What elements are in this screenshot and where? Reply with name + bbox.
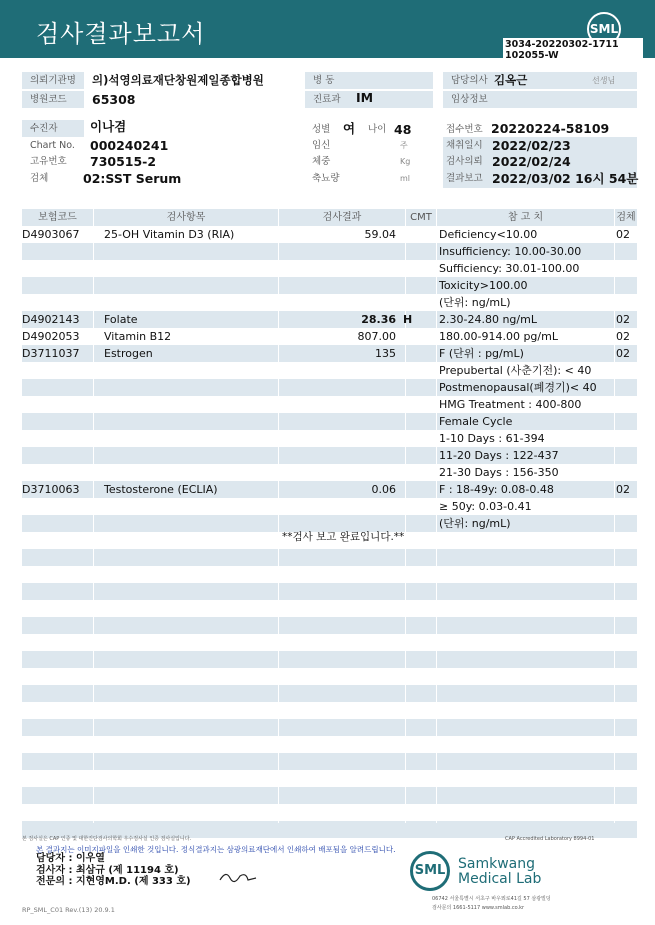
- report-complete: **검사 보고 완료입니다.**: [282, 531, 405, 543]
- cap-accreditation: CAP Accredited Laboratory 8994-01: [505, 836, 595, 842]
- institution-value: 의)석영의료재단창원제일종합병원: [92, 73, 264, 87]
- test-item: Vitamin B12: [104, 330, 172, 343]
- reference-value: 21-30 Days : 156-350: [439, 466, 559, 479]
- reference-value: 11-20 Days : 122-437: [439, 449, 559, 462]
- lab-contact: 검사문의 1661-5117 www.smlab.co.kr: [432, 905, 525, 911]
- test-item: 25-OH Vitamin D3 (RIA): [104, 228, 235, 241]
- samkwang-logo-icon: SML: [410, 851, 450, 891]
- request-value: 2022/02/24: [492, 154, 571, 169]
- reference-value: Insufficiency: 10.00-30.00: [439, 245, 582, 258]
- specimen-code: 02: [616, 313, 630, 326]
- column-divider: [93, 209, 94, 823]
- preg-label: 임신: [312, 140, 331, 151]
- specimen-value: 02:SST Serum: [83, 171, 182, 186]
- reference-value: HMG Treatment : 400-800: [439, 398, 582, 411]
- row-stripe: [22, 583, 637, 600]
- insurance-code: D3711037: [22, 347, 80, 360]
- insurance-code: D4902143: [22, 313, 80, 326]
- dept-value: IM: [356, 90, 374, 105]
- row-stripe: [22, 651, 637, 668]
- fine-print: 본 검사실은 CAP 인증 및 대한진단검사의학회 우수검사실 인증 검사실입니다.: [22, 836, 192, 842]
- result-flag: H: [403, 313, 413, 326]
- reference-value: (단위: ng/mL): [439, 517, 511, 530]
- preg-unit: 주: [400, 141, 408, 150]
- reference-value: 2.30-24.80 ng/mL: [439, 313, 537, 326]
- reference-value: ≥ 50y: 0.03-0.41: [439, 500, 532, 513]
- th-item: 검사항목: [166, 212, 206, 223]
- patient-value: 이나겸: [90, 119, 127, 134]
- sex-label: 성별: [312, 124, 331, 135]
- reference-value: Prepubertal (사춘기전): < 40: [439, 364, 592, 377]
- document-number: 3034-20220302-1711 102055-W: [503, 38, 643, 62]
- lab-address: 06742 서울특별시 서초구 바우뫼로41길 57 삼광빌딩: [432, 896, 551, 902]
- th-result: 검사결과: [322, 212, 362, 223]
- reference-value: Deficiency<10.00: [439, 228, 538, 241]
- row-stripe: [22, 685, 637, 702]
- insurance-code: D3710063: [22, 483, 80, 496]
- receipt-value: 20220224-58109: [491, 121, 610, 136]
- column-divider: [405, 209, 406, 823]
- sex-value: 여: [343, 121, 356, 136]
- urine-unit: ml: [400, 174, 411, 183]
- reference-value: F : 18-49y: 0.08-0.48: [439, 483, 554, 496]
- report-label: 결과보고: [446, 173, 483, 184]
- th-ref: 참 고 치: [507, 212, 544, 223]
- reference-value: 180.00-914.00 pg/mL: [439, 330, 558, 343]
- sml-logo-icon: SML: [587, 12, 621, 46]
- insurance-code: D4902053: [22, 330, 80, 343]
- specimen-code: 02: [616, 483, 630, 496]
- test-result: 807.00: [357, 330, 396, 343]
- row-stripe: [22, 549, 637, 566]
- ward-label: 병 동: [305, 72, 433, 89]
- th-cmt: CMT: [410, 212, 432, 223]
- hospital-code-value: 65308: [92, 92, 136, 107]
- reference-value: Sufficiency: 30.01-100.00: [439, 262, 580, 275]
- signer-manager: 담당자 : 이우열: [36, 853, 105, 864]
- test-result: 135: [375, 347, 396, 360]
- reference-value: F (단위 : pg/mL): [439, 347, 524, 360]
- test-item: Testosterone (ECLIA): [104, 483, 218, 496]
- print-notice: 본 결과지는 이미지파일을 인쇄한 것입니다. 정식결과지는 삼광의료재단에서 인쇄하여 배포됨을 알려드립니다.: [36, 845, 396, 854]
- specimen-code: 02: [616, 330, 630, 343]
- column-divider: [436, 209, 437, 823]
- urine-label: 축뇨량: [312, 173, 340, 184]
- reference-value: 1-10 Days : 61-394: [439, 432, 545, 445]
- row-stripe: [22, 787, 637, 804]
- doctor-value: 김옥근: [494, 73, 528, 87]
- report-value: 2022/03/02 16시 54분: [492, 171, 639, 186]
- test-item: Folate: [104, 313, 138, 326]
- id-value: 730515-2: [90, 154, 157, 169]
- th-spec: 검체: [616, 212, 636, 223]
- signer-physician: 전문의 : 지현영M.D. (제 333 호): [36, 876, 191, 887]
- dept-label: 진료과: [305, 91, 433, 108]
- specimen-label: 검체: [30, 173, 49, 184]
- row-stripe: [22, 753, 637, 770]
- report-title: 검사결과보고서: [36, 20, 206, 48]
- signature-mark: [218, 866, 258, 886]
- insurance-code: D4903067: [22, 228, 80, 241]
- weight-unit: Kg: [400, 157, 411, 166]
- test-item: Estrogen: [104, 347, 153, 360]
- test-result: 0.06: [371, 483, 396, 496]
- column-divider: [278, 209, 279, 823]
- signer-tester: 검사자 : 최삼규 (제 11194 호): [36, 865, 179, 876]
- reference-value: Toxicity>100.00: [439, 279, 528, 292]
- patient-label: 수진자: [22, 120, 84, 137]
- brand-name-1: Samkwang: [458, 856, 535, 872]
- specimen-code: 02: [616, 228, 630, 241]
- reference-value: Female Cycle: [439, 415, 513, 428]
- hospital-code-label: 병원코드: [22, 91, 84, 108]
- age-value: 48: [394, 122, 412, 137]
- reference-value: Postmenopausal(폐경기)< 40: [439, 381, 597, 394]
- test-result: 28.36: [361, 313, 396, 326]
- request-label: 검사의뢰: [446, 156, 483, 167]
- chart-label: Chart No.: [30, 140, 75, 151]
- reference-value: (단위: ng/mL): [439, 296, 511, 309]
- th-code: 보험코드: [38, 212, 77, 223]
- institution-label: 의뢰기관명: [22, 72, 84, 89]
- clinical-info-label: 임상정보: [443, 91, 637, 108]
- doctor-note: 선생님: [592, 76, 616, 85]
- brand-name-2: Medical Lab: [458, 871, 542, 887]
- doctor-label: 담당의사: [443, 72, 637, 89]
- collect-label: 채취일시: [446, 140, 483, 151]
- row-stripe: [22, 719, 637, 736]
- collect-value: 2022/02/23: [492, 138, 571, 153]
- row-stripe: [22, 617, 637, 634]
- id-label: 고유번호: [30, 156, 67, 167]
- chart-value: 000240241: [90, 138, 169, 153]
- column-divider: [614, 209, 615, 823]
- receipt-label: 접수번호: [446, 124, 483, 135]
- form-id: RP_SML_C01 Rev.(13) 20.9.1: [22, 906, 115, 914]
- test-result: 59.04: [364, 228, 396, 241]
- age-label: 나이: [368, 124, 387, 135]
- specimen-code: 02: [616, 347, 630, 360]
- weight-label: 체중: [312, 156, 331, 167]
